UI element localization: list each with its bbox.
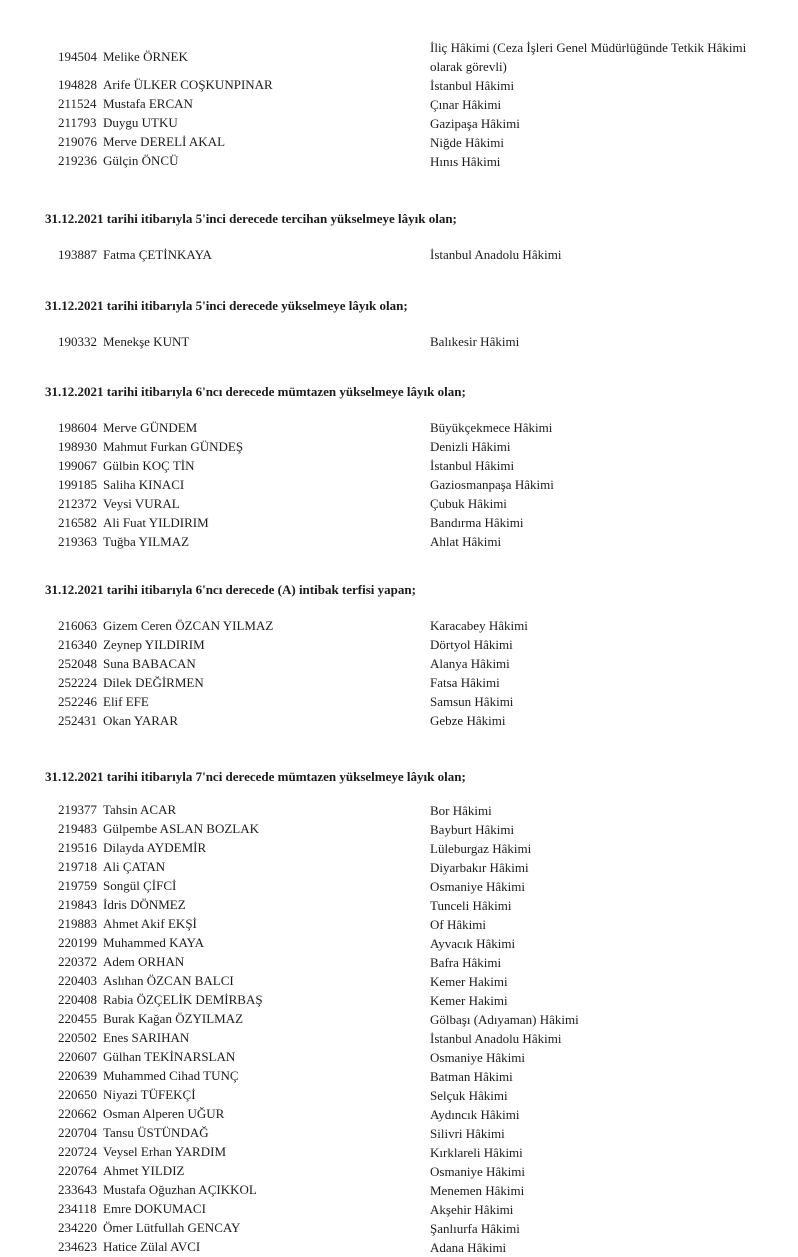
registry-number: 220639	[58, 1068, 97, 1084]
duty-station: Ayvacık Hâkimi	[430, 936, 516, 951]
registry-number: 198930	[58, 438, 97, 454]
registry-number: 219843	[58, 897, 97, 913]
duty-station: Büyükçekmece Hâkimi	[430, 420, 553, 435]
judge-name: Dilek DEĞİRMEN	[103, 674, 204, 690]
judge-name: Suna BABACAN	[103, 655, 196, 671]
registry-number: 220372	[58, 954, 97, 970]
table-row	[0, 673, 798, 692]
judge-name: Mustafa Oğuzhan AÇIKKOL	[103, 1182, 257, 1198]
table-row	[0, 915, 798, 934]
judge-name: Rabia ÖZÇELİK DEMİRBAŞ	[103, 992, 263, 1008]
table-row	[0, 1086, 798, 1105]
judge-name: Muhammed Cihad TUNÇ	[103, 1068, 239, 1084]
registry-number: 198604	[58, 419, 97, 435]
registry-number: 252224	[58, 674, 97, 690]
judge-name: Gizem Ceren ÖZCAN YILMAZ	[103, 617, 274, 633]
registry-number: 219718	[58, 859, 97, 875]
table-row	[0, 877, 798, 896]
duty-station: İstanbul Anadolu Hâkimi	[430, 247, 562, 262]
registry-number: 233643	[58, 1182, 97, 1198]
duty-station: Tunceli Hâkimi	[430, 898, 512, 913]
duty-station: Şanlıurfa Hâkimi	[430, 1221, 520, 1236]
table-row	[0, 332, 798, 351]
duty-station: Niğde Hâkimi	[430, 135, 505, 150]
table-row	[0, 95, 798, 114]
registry-number: 194828	[58, 77, 97, 93]
judge-name: Gülçin ÖNCÜ	[103, 153, 179, 169]
duty-station: Kemer Hakimi	[430, 993, 508, 1008]
table-row	[0, 635, 798, 654]
table-row	[0, 245, 798, 264]
duty-station: Ahlat Hâkimi	[430, 534, 502, 549]
registry-number: 219516	[58, 840, 97, 856]
judge-name: Aslıhan ÖZCAN BALCI	[103, 973, 234, 989]
judge-name: Tuğba YILMAZ	[103, 533, 190, 549]
judge-name: Gülbin KOÇ TİN	[103, 457, 195, 473]
duty-station: Balıkesir Hâkimi	[430, 334, 520, 349]
duty-station: Alanya Hâkimi	[430, 656, 510, 671]
judge-name: Adem ORHAN	[103, 954, 185, 970]
judge-name: Duygu UTKU	[103, 115, 178, 131]
table-row	[0, 1029, 798, 1048]
duty-station: Menemen Hâkimi	[430, 1183, 525, 1198]
duty-station: Osmaniye Hâkimi	[430, 1164, 525, 1179]
table-row	[0, 1143, 798, 1162]
duty-station: Adana Hâkimi	[430, 1240, 507, 1255]
registry-number: 234118	[58, 1201, 97, 1217]
judge-name: Gülhan TEKİNARSLAN	[103, 1049, 236, 1065]
duty-station: İstanbul Anadolu Hâkimi	[430, 1031, 562, 1046]
judge-name: Okan YARAR	[103, 712, 178, 728]
registry-number: 220764	[58, 1163, 97, 1179]
table-row	[0, 972, 798, 991]
section-heading: 31.12.2021 tarihi itibarıyla 6'ncı derecede mümtazen yükselmeye lâyık olan;	[45, 384, 466, 399]
table-row	[0, 1105, 798, 1124]
duty-station: Aydıncık Hâkimi	[430, 1107, 520, 1122]
judge-name: Tahsin ACAR	[103, 802, 177, 818]
judge-name: Emre DOKUMACI	[103, 1201, 206, 1217]
duty-station: Dörtyol Hâkimi	[430, 637, 513, 652]
registry-number: 194504	[58, 48, 97, 64]
table-row	[0, 152, 798, 171]
registry-number: 219236	[58, 153, 97, 169]
duty-station: Fatsa Hâkimi	[430, 675, 500, 690]
judge-name: Fatma ÇETİNKAYA	[103, 246, 212, 262]
registry-number: 219759	[58, 878, 97, 894]
registry-number: 211524	[58, 96, 97, 112]
registry-number: 219377	[58, 802, 97, 818]
duty-station: Bandırma Hâkimi	[430, 515, 524, 530]
judge-name: Enes SARIHAN	[103, 1030, 190, 1046]
duty-station: Denizli Hâkimi	[430, 439, 511, 454]
registry-number: 252048	[58, 655, 97, 671]
duty-station: Batman Hâkimi	[430, 1069, 513, 1084]
table-row	[0, 475, 798, 494]
registry-number: 211793	[58, 115, 97, 131]
registry-number: 252246	[58, 693, 97, 709]
judge-name: İdris DÖNMEZ	[103, 897, 186, 913]
judge-name: Tansu ÜSTÜNDAĞ	[103, 1125, 209, 1141]
registry-number: 199067	[58, 457, 97, 473]
promotion-section	[0, 297, 798, 351]
section-row-list	[0, 332, 798, 351]
duty-station: Osmaniye Hâkimi	[430, 1050, 525, 1065]
judge-name: Niyazi TÜFEKÇİ	[103, 1087, 196, 1103]
table-row	[0, 532, 798, 551]
duty-station: Gölbaşı (Adıyaman) Hâkimi	[430, 1012, 579, 1027]
table-row	[0, 934, 798, 953]
section-row-list	[0, 245, 798, 264]
table-row	[0, 654, 798, 673]
duty-station: Kemer Hakimi	[430, 974, 508, 989]
registry-number: 199185	[58, 476, 97, 492]
registry-number: 220650	[58, 1087, 97, 1103]
table-row	[0, 896, 798, 915]
registry-number: 216340	[58, 636, 97, 652]
judge-name: Zeynep YILDIRIM	[103, 636, 205, 652]
table-row	[0, 1219, 798, 1238]
registry-number: 220403	[58, 973, 97, 989]
duty-station: Selçuk Hâkimi	[430, 1088, 508, 1103]
table-row	[0, 418, 798, 437]
registry-number: 220455	[58, 1011, 97, 1027]
duty-station: Osmaniye Hâkimi	[430, 879, 525, 894]
duty-station: İliç Hâkimi (Ceza İşleri Genel Müdürlüğünde Tetkik Hâkimi olarak görevli)	[430, 40, 747, 74]
table-row	[0, 1048, 798, 1067]
duty-station: Of Hâkimi	[430, 917, 486, 932]
promotion-section	[0, 210, 798, 264]
table-row	[0, 839, 798, 858]
duty-station: Diyarbakır Hâkimi	[430, 860, 529, 875]
judge-name: Mustafa ERCAN	[103, 96, 193, 112]
section-heading: 31.12.2021 tarihi itibarıyla 6'ncı derecede (A) intibak terfisi yapan;	[45, 582, 416, 597]
judge-name: Ömer Lütfullah GENCAY	[103, 1220, 241, 1236]
duty-station: İstanbul Hâkimi	[430, 458, 515, 473]
duty-station: Gaziosmanpaşa Hâkimi	[430, 477, 554, 492]
section-heading: 31.12.2021 tarihi itibarıyla 5'inci derecede yükselmeye lâyık olan;	[45, 298, 408, 313]
registry-number: 220199	[58, 935, 97, 951]
judge-name: Ali Fuat YILDIRIM	[103, 514, 209, 530]
table-row	[0, 38, 798, 76]
section-heading: 31.12.2021 tarihi itibarıyla 7'nci derecede mümtazen yükselmeye lâyık olan;	[45, 769, 466, 784]
table-row	[0, 114, 798, 133]
registry-number: 234623	[58, 1239, 97, 1255]
registry-number: 220724	[58, 1144, 97, 1160]
judge-name: Burak Kağan ÖZYILMAZ	[103, 1011, 244, 1027]
table-row	[0, 1200, 798, 1219]
registry-number: 193887	[58, 246, 97, 262]
judge-name: Arife ÜLKER COŞKUNPINAR	[103, 77, 273, 93]
registry-number: 190332	[58, 333, 97, 349]
registry-number: 234220	[58, 1220, 97, 1236]
table-row	[0, 456, 798, 475]
registry-number: 212372	[58, 495, 97, 511]
judge-name: Hatice Zülal AVCI	[103, 1239, 201, 1255]
duty-station: Lüleburgaz Hâkimi	[430, 841, 532, 856]
duty-station: İstanbul Hâkimi	[430, 78, 515, 93]
table-row	[0, 1162, 798, 1181]
registry-number: 219883	[58, 916, 97, 932]
duty-station: Hınıs Hâkimi	[430, 154, 501, 169]
duty-station: Karacabey Hâkimi	[430, 618, 528, 633]
table-row	[0, 801, 798, 820]
duty-station: Silivri Hâkimi	[430, 1126, 505, 1141]
duty-station: Kırklareli Hâkimi	[430, 1145, 523, 1160]
judge-name: Veysi VURAL	[103, 495, 180, 511]
duty-station: Gebze Hâkimi	[430, 713, 506, 728]
registry-number: 252431	[58, 712, 97, 728]
registry-number: 219483	[58, 821, 97, 837]
judge-name: Dilayda AYDEMİR	[103, 840, 207, 856]
table-row	[0, 820, 798, 839]
promotion-section	[0, 581, 798, 730]
judge-name: Ali ÇATAN	[103, 859, 166, 875]
promotion-section	[0, 768, 798, 1257]
registry-number: 220662	[58, 1106, 97, 1122]
judge-name: Muhammed KAYA	[103, 935, 204, 951]
judge-name: Ahmet Akif EKŞİ	[103, 916, 197, 932]
duty-station: Akşehir Hâkimi	[430, 1202, 514, 1217]
registry-number: 220607	[58, 1049, 97, 1065]
registry-number: 216063	[58, 617, 97, 633]
table-row	[0, 1067, 798, 1086]
registry-number: 220502	[58, 1030, 97, 1046]
duty-station: Samsun Hâkimi	[430, 694, 514, 709]
section-list	[0, 210, 798, 1257]
duty-station: Gazipaşa Hâkimi	[430, 116, 520, 131]
table-row	[0, 616, 798, 635]
duty-station: Çınar Hâkimi	[430, 97, 502, 112]
registry-number: 220408	[58, 992, 97, 1008]
section-row-list	[0, 616, 798, 730]
duty-station: Çubuk Hâkimi	[430, 496, 507, 511]
table-row	[0, 711, 798, 730]
judge-name: Veysel Erhan YARDIM	[103, 1144, 226, 1160]
table-row	[0, 76, 798, 95]
promotion-section	[0, 383, 798, 551]
table-row	[0, 953, 798, 972]
table-row	[0, 1124, 798, 1143]
judge-name: Songül ÇİFCİ	[103, 878, 177, 894]
section-row-list	[0, 418, 798, 551]
judge-name: Merve DERELİ AKAL	[103, 134, 226, 150]
duty-station: Bayburt Hâkimi	[430, 822, 515, 837]
registry-number: 220704	[58, 1125, 97, 1141]
table-row	[0, 1238, 798, 1257]
judge-name: Osman Alperen UĞUR	[103, 1106, 225, 1122]
table-row	[0, 858, 798, 877]
table-row	[0, 133, 798, 152]
judge-name: Menekşe KUNT	[103, 333, 190, 349]
table-row	[0, 494, 798, 513]
duty-station: Bor Hâkimi	[430, 803, 492, 818]
table-row	[0, 1010, 798, 1029]
registry-number: 216582	[58, 514, 97, 530]
judge-name: Elif EFE	[103, 693, 149, 709]
judge-name: Merve GÜNDEM	[103, 419, 198, 435]
registry-number: 219363	[58, 533, 97, 549]
table-row	[0, 991, 798, 1010]
duty-station: Bafra Hâkimi	[430, 955, 502, 970]
section-row-list	[0, 801, 798, 1257]
section-heading: 31.12.2021 tarihi itibarıyla 5'inci derecede tercihan yükselmeye lâyık olan;	[45, 211, 457, 226]
intro-row-list	[0, 38, 798, 171]
table-row	[0, 1181, 798, 1200]
table-row	[0, 513, 798, 532]
judge-name: Mahmut Furkan GÜNDEŞ	[103, 438, 244, 454]
table-row	[0, 692, 798, 711]
registry-number: 219076	[58, 134, 97, 150]
judge-name: Ahmet YILDIZ	[103, 1163, 185, 1179]
judge-name: Melike ÖRNEK	[103, 48, 188, 64]
table-row	[0, 437, 798, 456]
judge-name: Saliha KINACI	[103, 476, 185, 492]
judge-name: Gülpembe ASLAN BOZLAK	[103, 821, 259, 837]
